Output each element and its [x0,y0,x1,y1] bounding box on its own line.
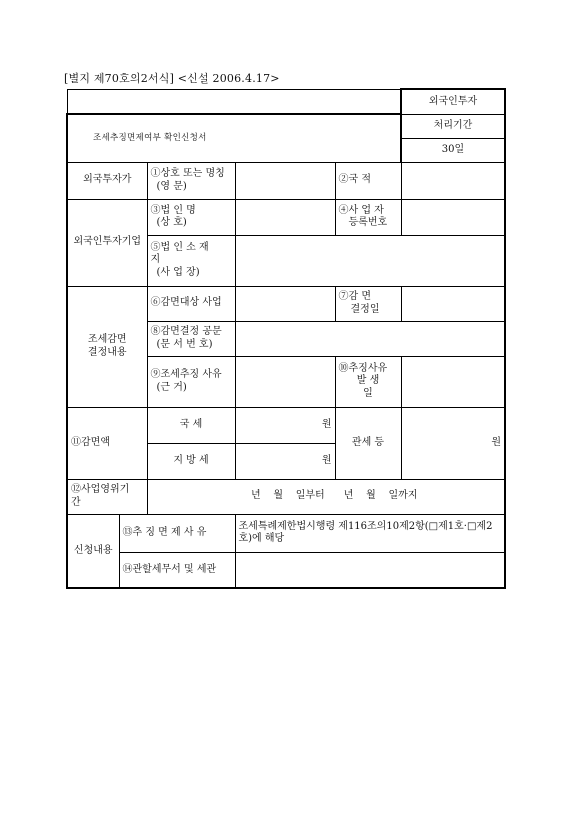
tax-office-label: ⑭관할세무서 및 세관 [119,552,235,588]
application-section-label: 신청내용 [67,514,119,588]
occurrence-date-label [335,356,401,407]
customs-field[interactable] [401,407,505,479]
occurrence-date-label-1: ⑩추징사유 [338,362,388,374]
corp-address-label-1: ⑤법 인 소 재 [150,241,209,253]
decision-date-label-2: 결정일 [350,303,380,315]
investor-name-label-2: (영 문) [156,180,187,192]
form-title [67,114,401,162]
maintain-period-field[interactable]: 년 월 일부터 년 월 일까지 [147,479,505,514]
national-tax-won: 원 [321,418,332,430]
collection-reason-label-2: (근 거) [156,381,187,393]
reduction-business-label: ⑥감면대상 사업 [147,286,235,321]
national-tax-label: 국 세 [147,407,235,443]
occurrence-date-field[interactable] [401,356,505,407]
decision-date-label-1: ⑦감 면 [338,291,371,302]
collection-reason-label-1: ⑨조세추징 사유 [150,369,222,380]
reduction-amount-label: ⑪감면액 [67,407,147,479]
decision-doc-label-1: ⑧감면결정 공문 [150,326,222,337]
maintain-period-label-2: 간 [71,496,81,508]
nationality-field[interactable] [401,162,505,199]
occurrence-date-label-3: 일 [363,387,373,399]
form-title-text: 조세추징면제여부 확인신청서 [93,133,207,143]
customs-won: 원 [491,436,501,448]
corp-name-field[interactable] [235,199,335,235]
applicant-type-cell: 외국인투자 [401,89,505,114]
investor-name-field[interactable] [235,162,335,199]
processing-period-label: 처리기간 [401,114,505,138]
maintain-period-label-1: ⑫사업영위기 [71,484,130,495]
decision-date-field[interactable] [401,286,505,321]
reduction-section-label [67,286,147,407]
customs-label: 관세 등 [335,407,401,479]
form-header-note: [별지 제70호의2서식] <신설 2006.4.17> [64,72,280,85]
investor-name-label [147,162,235,199]
investor-name-label-1: ①상호 또는 명칭 [150,168,225,179]
collection-reason-label [147,356,235,407]
processing-period-value: 30일 [401,138,505,162]
local-tax-won: 원 [321,454,332,466]
decision-date-label [335,286,401,321]
local-tax-field[interactable] [235,443,335,479]
corp-name-label [147,199,235,235]
enterprise-section-label: 외국인투자기업 [67,199,147,286]
corp-name-label-1: ③법 인 명 [150,204,196,216]
biz-reg-field[interactable] [401,199,505,235]
investor-section-label: 외국투자가 [67,162,147,199]
decision-doc-label-2: (문 서 번 호) [156,338,213,350]
collection-reason-field[interactable] [235,356,335,407]
exemption-reason-label: ⑬추 징 면 제 사 유 [119,514,235,552]
corp-address-label-2: 지 [150,254,161,266]
local-tax-label: 지 방 세 [147,443,235,479]
corp-address-label-3: (사 업 장) [156,266,200,278]
corp-address-field[interactable] [235,235,505,286]
corp-name-label-2: (상 호) [156,217,187,228]
exemption-reason-field[interactable]: 조세특례제한법시행령 제116조의10제2항(□제1호·□제2호)에 해당 [235,514,505,552]
maintain-period-label [67,479,147,514]
biz-reg-label-1: ④사 업 자 [338,204,384,216]
reduction-business-field[interactable] [235,286,335,321]
occurrence-date-label-2: 발 생 [356,375,380,387]
biz-reg-label [335,199,401,235]
reduction-section-label-1: 조세감면 [87,334,127,345]
nationality-label: ②국 적 [335,162,401,199]
corp-address-label [147,235,235,286]
application-form-table [66,88,506,589]
decision-doc-label [147,321,235,356]
biz-reg-label-2: 등록번호 [348,217,388,228]
reduction-section-label-2: 결정내용 [87,346,127,358]
national-tax-field[interactable] [235,407,335,443]
decision-doc-field[interactable] [235,321,505,356]
tax-office-field[interactable] [235,552,505,588]
